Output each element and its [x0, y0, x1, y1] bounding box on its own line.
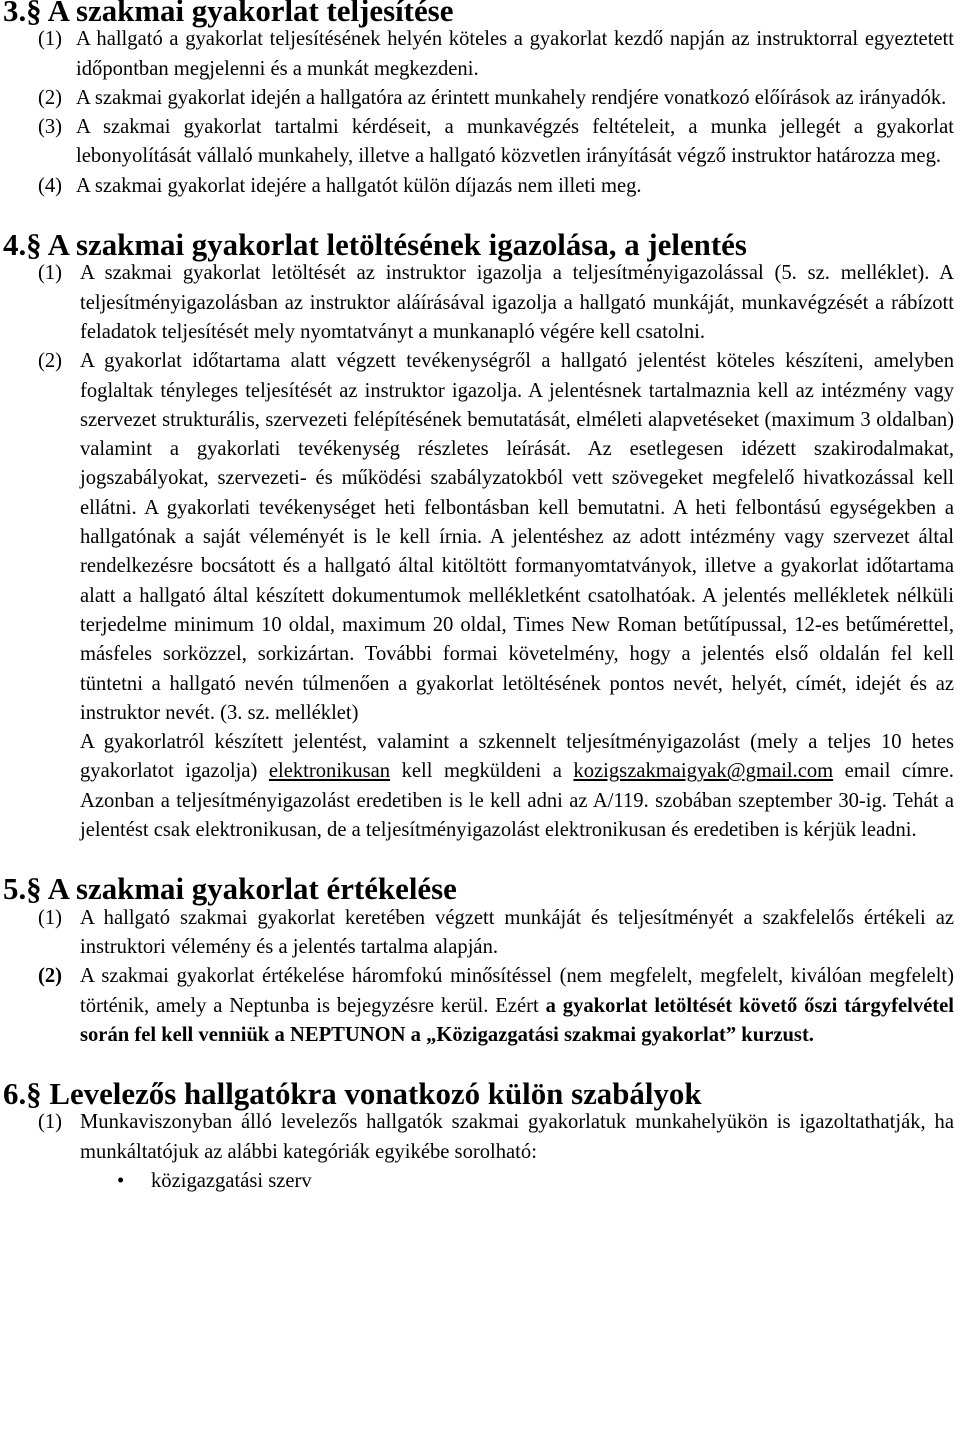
email-link[interactable]: kozigszakmaigyak@gmail.com — [573, 760, 834, 783]
item-text: Munkaviszonyban álló levelezős hallgatók szakmai gyakorlatuk munkahelyükön is igazoltathatják, ha munkáltatójuk az alábbi kategóriák egyikébe sorolható: — [80, 1111, 954, 1163]
section-4-item-2 — [3, 347, 954, 728]
section-5-item-1 — [3, 904, 954, 963]
item-number: (1) — [38, 1111, 63, 1134]
section-3-item-3 — [3, 113, 954, 172]
item-number: (1) — [38, 906, 63, 929]
section-3-title: 3.§ A szakmai gyakorlat teljesítése — [3, 0, 454, 28]
item-number: (1) — [38, 262, 63, 285]
item-text: A szakmai gyakorlat idején a hallgatóra az érintett munkahely rendjére vonatkozó előírások az irányadók. — [76, 86, 947, 109]
bullet-text: közigazgatási szerv — [151, 1169, 312, 1192]
item-text: A szakmai gyakorlat letöltését az instruktor igazolja a teljesítményigazolással (5. sz. melléklet). A teljesítményigazolásban az instruktor aláírásával igazolja a hallgató munkáját, munkavégzését a rábízott feladatok teljesítését mely nyomtatványt a munkanapló végére kell csatolni. — [80, 262, 954, 343]
section-gap — [3, 845, 954, 874]
section-3-item-4 — [3, 172, 954, 201]
item-text: A hallgató szakmai gyakorlat keretében végzett munkáját és teljesítményét a szakfelelős értékeli az instruktori vélemény és a jelentés tartalma alapján. — [80, 906, 954, 958]
section-gap — [3, 201, 954, 230]
item-number: (4) — [38, 174, 63, 197]
item-text: A hallgató a gyakorlat teljesítésének helyén köteles a gyakorlat kezdő napján az instruktorral egyeztetett időpontban megjelenni és a munkát megkezdeni. — [76, 28, 954, 80]
para-text: kell megküldeni a — [401, 760, 562, 783]
bullet-icon: • — [117, 1169, 125, 1192]
section-4-item-1 — [3, 259, 954, 347]
item-text: A szakmai gyakorlat tartalmi kérdéseit, a munkavégzés feltételeit, a munka jellegét a gyakorlat lebonyolítását vállaló munkahely, illetve a hallgató közvetlen irányítását végző instruktor határozza meg. — [76, 116, 954, 168]
para-text: email címre. Azonban a teljesítményigazolást eredetiben is le kell adni az A/119. szobában szeptember 30-ig. Tehát a jelentést csak elektronikusan, de a teljesítményigazolást elektronikusan és eredetiben is kérjük leadni. — [80, 760, 954, 842]
item-text: A gyakorlat időtartama alatt végzett tevékenységről a hallgató jelentést köteles készíteni, amelyben foglaltak tényleges teljesítését az instruktor igazolja. A jelentésnek tartalmaznia kell az intézmény vagy szervezet strukturális, szervezeti felépítésének bemutatását, elméleti alapvetéseket (maximum 3 oldalban) valamint a gyakorlati tevékenység részletes leírását. Az esetlegesen idézett szakirodalmakat, jogszabályokat, szervezeti- és működési szabályzatokból vett szövegeket megfelelő hivatkozással kell ellátni. A gyakorlati tevékenységet heti felbontásban kell bemutatni. A heti felbontású egységekben a hallgatónak a saját véleményét is le kell írnia. A jelentéshez az adott intézmény vagy szervezet által rendelkezésre bocsátott és a hallgató által kitöltött formanyomtatványok, illetve a gyakorlat időtartama alatt a hallgató által készített dokumentumok mellékletként csatolhatóak. A jelentés mellékletek nélküli terjedelme minimum 10 oldal, maximum 20 oldal, Times New Roman betűtípussal, 12-es betűmérettel, másfeles sorközzel, sorkizártan. További formai követelmény, hogy a jelentés első oldalán fel kell tüntetni a hallgató nevén túlmenően a gyakorlat letöltésének pontos nevét, helyét, címét, idejét és az instruktor nevét. (3. sz. melléklet) — [80, 350, 954, 724]
section-3-item-1 — [3, 25, 954, 84]
section-gap — [3, 1050, 954, 1079]
item-number: (2) — [38, 86, 63, 109]
section-6-item-1 — [3, 1108, 954, 1167]
item-number: (1) — [38, 28, 63, 51]
section-5-item-2 — [3, 962, 954, 1050]
bullet-item — [3, 1167, 954, 1196]
electronic-link[interactable]: elektronikusan — [268, 760, 391, 783]
section-4-title: 4.§ A szakmai gyakorlat letöltésének igazolása, a jelentés — [3, 227, 747, 263]
item-text: A szakmai gyakorlat idejére a hallgatót külön díjazás nem illeti meg. — [76, 174, 642, 197]
section-6-title: 6.§ Levelezős hallgatókra vonatkozó külön szabályok — [3, 1076, 702, 1112]
item-number: (2) — [38, 965, 63, 988]
item-text-bold: a gyakorlat letöltését követő őszi tárgyfelvétel során fel kell venniük a NEPTUNON a „Közigazgatási szakmai gyakorlat” kurzust. — [80, 994, 954, 1046]
section-3-item-2 — [3, 84, 954, 113]
section-4-submission-paragraph — [3, 728, 954, 845]
item-number: (3) — [38, 116, 63, 139]
item-text: A szakmai gyakorlat értékelése háromfokú minősítéssel (nem megfelelt, megfelelt, kiválóan megfelelt) történik, amely a Neptunba is bejegyzésre kerül. Ezért — [80, 965, 954, 1017]
item-number: (2) — [38, 350, 63, 373]
section-5-title: 5.§ A szakmai gyakorlat értékelése — [3, 871, 457, 907]
para-text: A gyakorlatról készített jelentést, valamint a szkennelt teljesítményigazolást (mely a teljes 10 hetes gyakorlatot igazolja) — [80, 731, 954, 783]
